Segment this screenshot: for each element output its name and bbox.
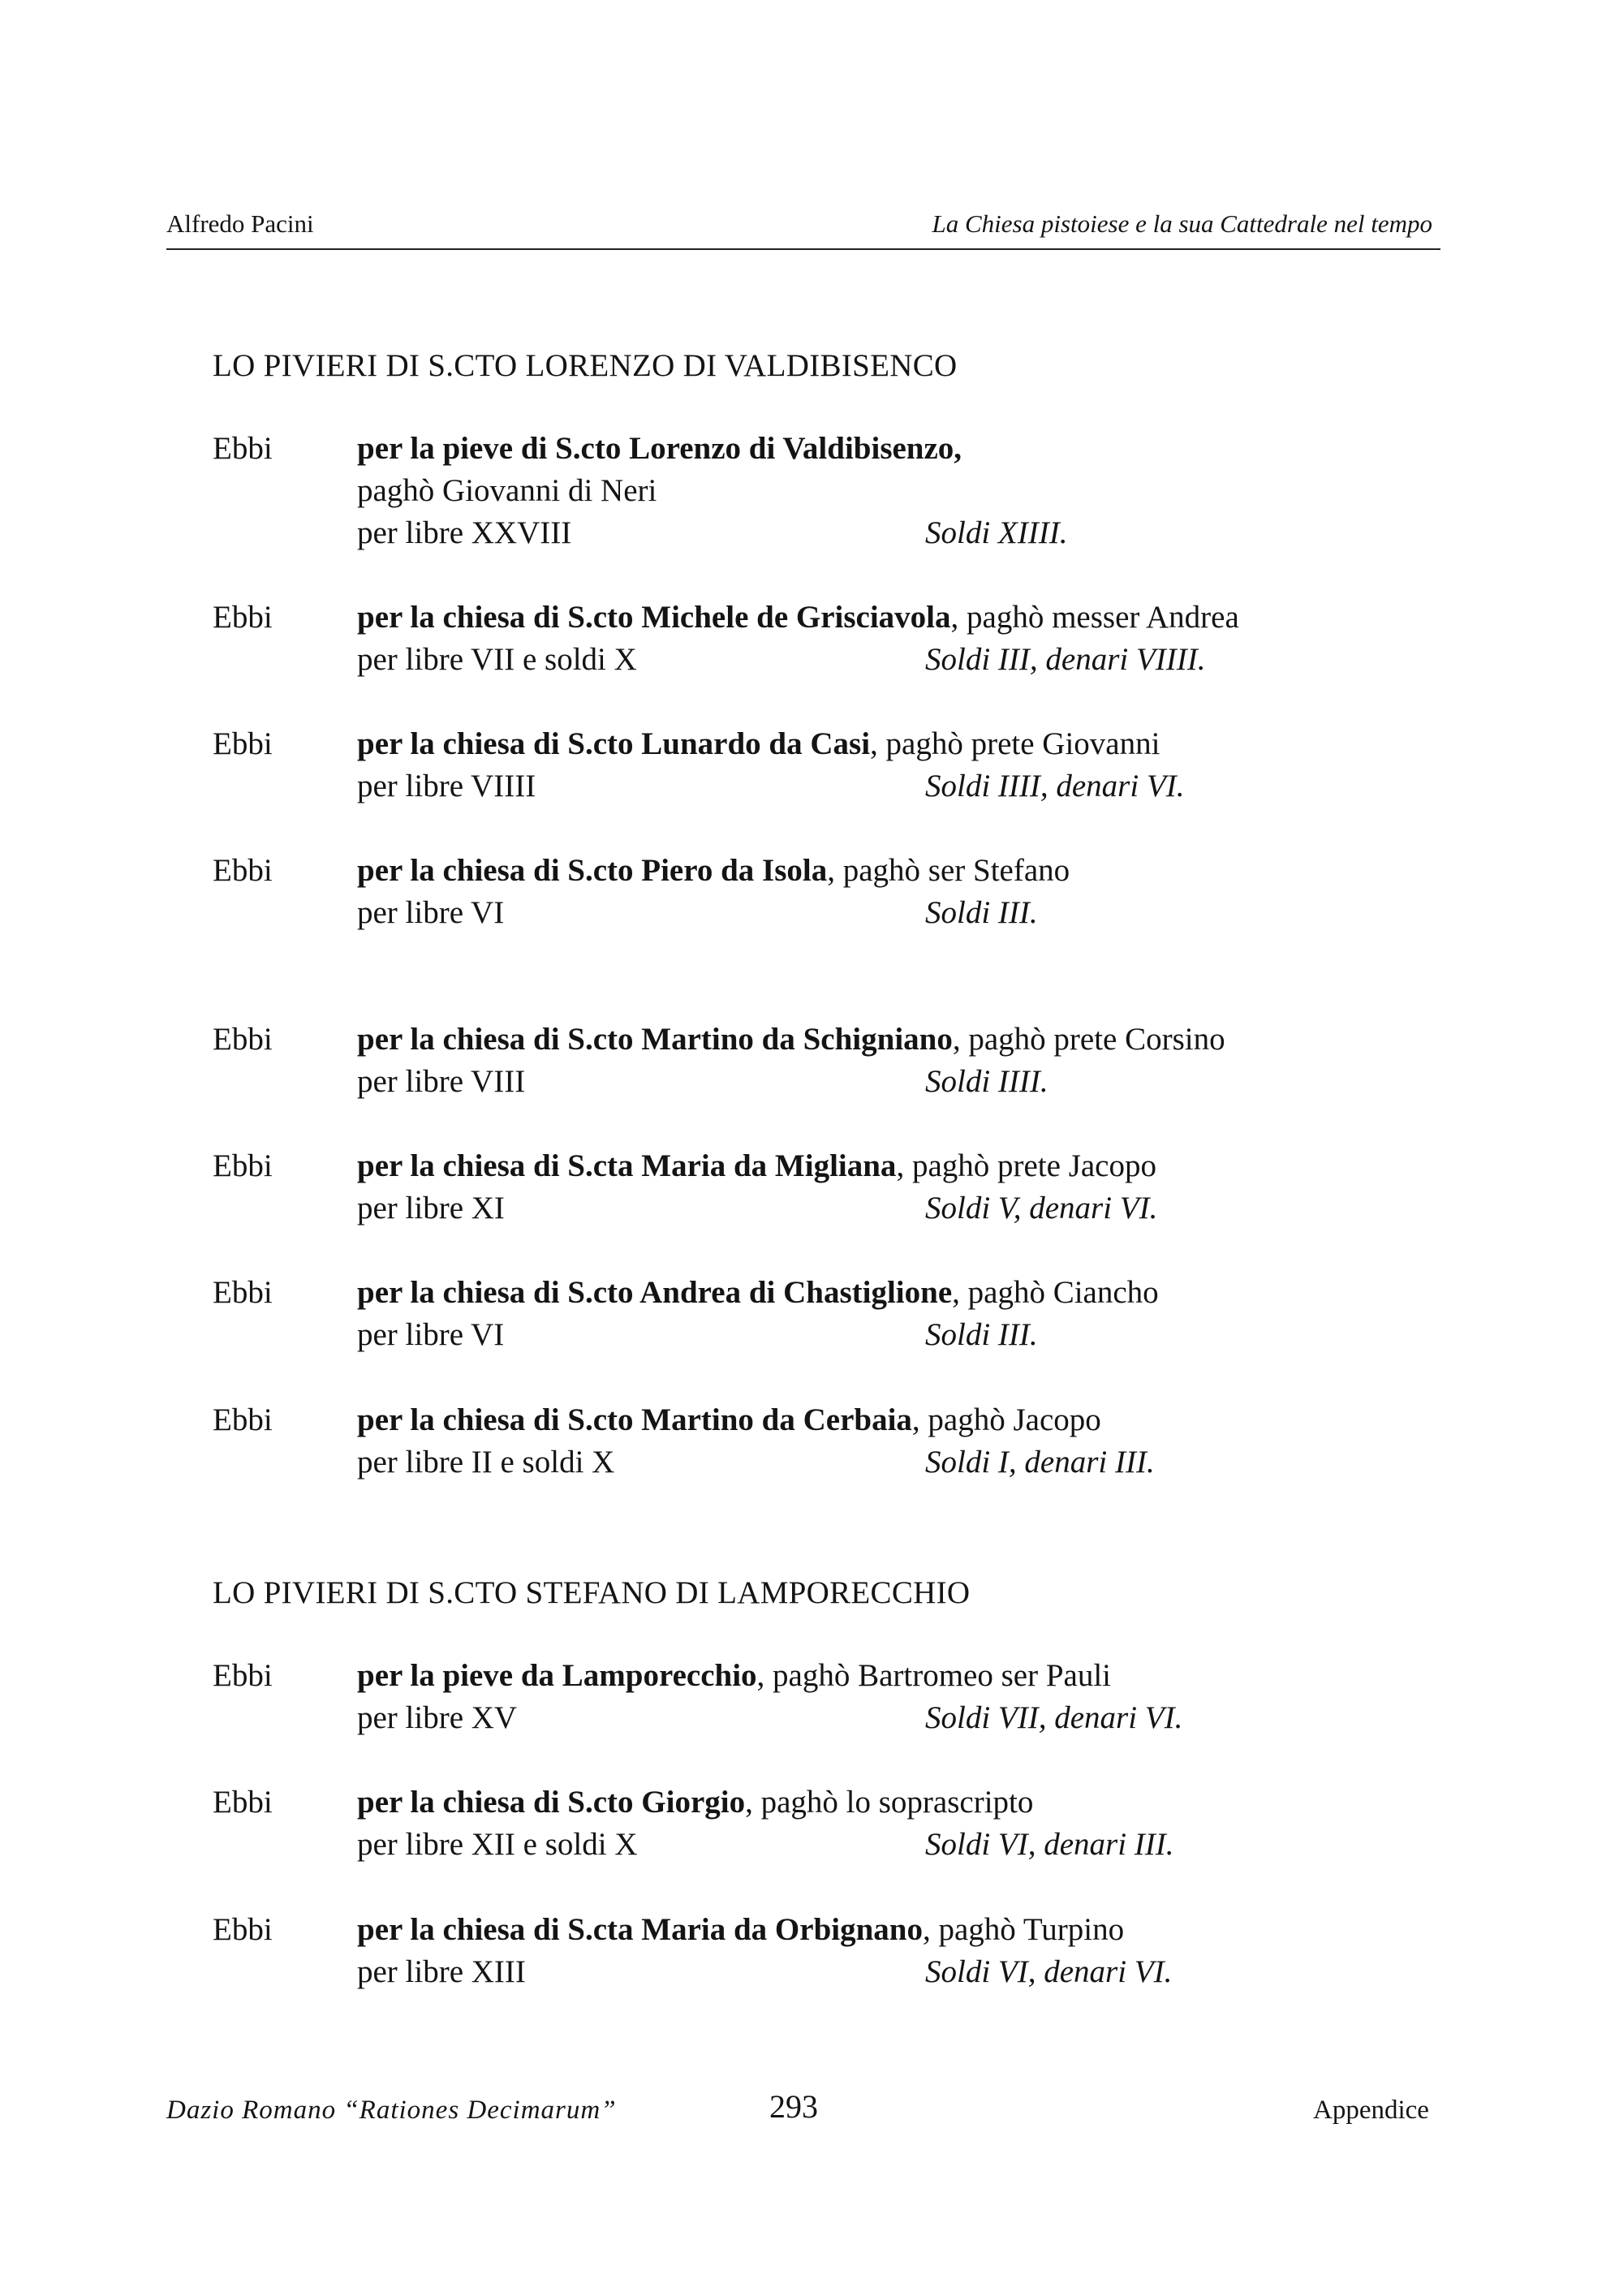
entry-amount: per libre XII e soldi X [357,1827,638,1862]
entry-amount: per libre VI [357,895,505,930]
entry-label: Ebbi [213,600,273,635]
entry-label: Ebbi [213,1275,273,1310]
entry-label: Ebbi [213,853,273,888]
entry-label: Ebbi [213,431,273,466]
entry-church: per la chiesa di S.cta Maria da Orbignano [357,1912,923,1947]
entry-tax: Soldi VI, denari VI. [925,1954,1173,1989]
entry-church: per la chiesa di S.cto Martino da Schigniano [357,1022,953,1057]
entry-payer: , paghò Ciancho [952,1275,1159,1310]
entry-label: Ebbi [213,1912,273,1947]
entry-amount: per libre VIIII [357,769,536,803]
entry-tax: Soldi IIII, denari VI. [925,769,1185,803]
entry-church: per la chiesa di S.cto Piero da Isola [357,853,828,888]
section-title-valdibisenco: LO PIVIERI DI S.CTO LORENZO DI VALDIBISENCO [213,348,958,383]
entry-label: Ebbi [213,1022,273,1057]
header-title: La Chiesa pistoiese e la sua Cattedrale nel tempo [932,209,1432,238]
entry-tax: Soldi I, denari III. [925,1445,1155,1480]
entry-tax: Soldi IIII. [925,1064,1048,1099]
entry-label: Ebbi [213,1148,273,1183]
entry-amount: per libre VII e soldi X [357,642,637,677]
entry-payer: , paghò prete Jacopo [896,1148,1156,1183]
entry-amount: per libre XI [357,1191,505,1226]
entry-payer: , paghò ser Stefano [827,853,1070,888]
page-number: 293 [769,2088,818,2125]
entry-church: per la chiesa di S.cto Andrea di Chastiglione [357,1275,953,1310]
entry-tax: Soldi XIIII. [925,515,1068,550]
section-title-lamporecchio: LO PIVIERI DI S.CTO STEFANO DI LAMPORECCHIO [213,1575,971,1610]
header-author: Alfredo Pacini [166,209,314,238]
entry-label: Ebbi [213,726,273,761]
entry-church: per la chiesa di S.cto Lunardo da Casi [357,726,871,761]
entry-tax: Soldi VII, denari VI. [925,1700,1183,1735]
footer-section: Appendice [1313,2096,1429,2125]
entry-amount: per libre II e soldi X [357,1445,615,1480]
entry-payer: , paghò messer Andrea [950,600,1239,635]
entry-payer: , paghò Turpino [922,1912,1125,1947]
entry-amount: per libre XIII [357,1954,526,1989]
entry-payer: , paghò Bartromeo ser Pauli [756,1658,1112,1693]
entry-amount: per libre VI [357,1317,505,1352]
entry-payer: paghò Giovanni di Neri [357,473,657,508]
entry-church: per la chiesa di S.cto Michele de Grisciavola [357,600,951,635]
entry-label: Ebbi [213,1658,273,1693]
entry-church: per la pieve di S.cto Lorenzo di Valdibisenzo, [357,431,962,466]
entry-payer: , paghò prete Giovanni [870,726,1160,761]
entry-amount: per libre XXVIII [357,515,572,550]
entry-church: per la chiesa di S.cto Martino da Cerbaia [357,1402,912,1437]
running-header [166,209,1440,250]
entry-payer: , paghò prete Corsino [952,1022,1225,1057]
entry-label: Ebbi [213,1402,273,1437]
entry-tax: Soldi III, denari VIIII. [925,642,1206,677]
entry-church: per la pieve da Lamporecchio [357,1658,757,1693]
footer-series-title: Dazio Romano “Rationes Decimarum” [166,2096,617,2125]
entry-tax: Soldi V, denari VI. [925,1191,1158,1226]
entry-tax: Soldi VI, denari III. [925,1827,1174,1862]
entry-payer: , paghò Jacopo [911,1402,1101,1437]
entry-tax: Soldi III. [925,1317,1038,1352]
entry-payer: , paghò lo soprascripto [745,1785,1034,1820]
entry-label: Ebbi [213,1785,273,1820]
entry-amount: per libre VIII [357,1064,526,1099]
entry-church: per la chiesa di S.cta Maria da Migliana [357,1148,897,1183]
entry-tax: Soldi III. [925,895,1038,930]
entry-amount: per libre XV [357,1700,518,1735]
entry-church: per la chiesa di S.cto Giorgio [357,1785,746,1820]
